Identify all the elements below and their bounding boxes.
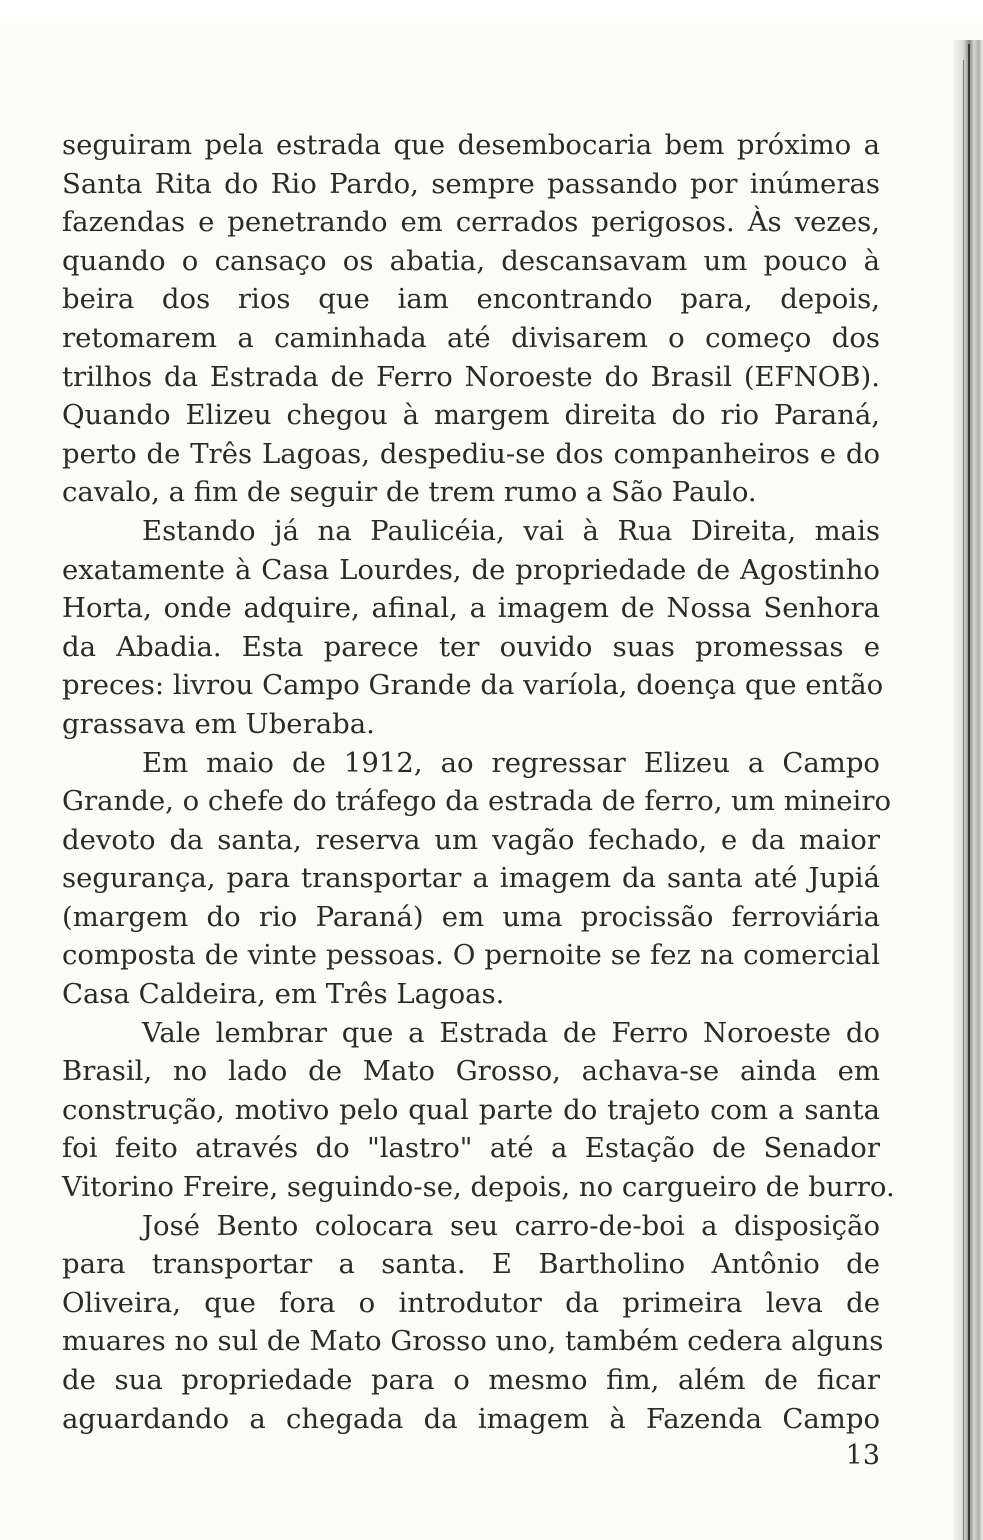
body-text [62, 126, 895, 1438]
text-line: trilhos da Estrada de Ferro Noroeste do Brasil (EFNOB). [62, 360, 880, 393]
text-line: Vale lembrar que a Estrada de Ferro Noroeste do [142, 1016, 880, 1049]
text-line: Em maio de 1912, ao regressar Elizeu a Campo [142, 746, 880, 779]
text-line: Brasil, no lado de Mato Grosso, achava-se ainda em [62, 1055, 880, 1088]
text-line: construção, motivo pelo qual parte do trajeto com a santa [62, 1093, 880, 1126]
text-line: Casa Caldeira, em Três Lagoas. [62, 978, 505, 1011]
text-line: Vitorino Freire, seguindo-se, depois, no cargueiro de burro. [62, 1171, 895, 1204]
text-line: para transportar a santa. E Bartholino Antônio de [62, 1248, 880, 1281]
text-line: aguardando a chegada da imagem à Fazenda Campo [62, 1402, 880, 1435]
text-line: segurança, para transportar a imagem da santa até Jupiá [62, 862, 880, 895]
text-line: da Abadia. Esta parece ter ouvido suas promessas e [62, 630, 880, 663]
text-line: perto de Três Lagoas, despediu-se dos companheiros e do [62, 437, 880, 470]
text-line: retomarem a caminhada até divisarem o começo dos [62, 321, 880, 354]
text-line: Quando Elizeu chegou à margem direita do rio Paraná, [62, 399, 880, 432]
text-line: José Bento colocara seu carro-de-boi a disposição [142, 1209, 880, 1242]
text-line: cavalo, a fim de seguir de trem rumo a São Paulo. [62, 476, 757, 509]
text-line: beira dos rios que iam encontrando para, depois, [62, 283, 880, 316]
text-line: grassava em Uberaba. [62, 707, 375, 740]
text-line: (margem do rio Paraná) em uma procissão ferroviária [62, 900, 880, 933]
text-line: exatamente à Casa Lourdes, de propriedade de Agostinho [62, 553, 880, 586]
text-line: fazendas e penetrando em cerrados perigosos. Às vezes, [62, 206, 880, 239]
text-line: preces: livrou Campo Grande da varíola, doença que então [62, 669, 884, 702]
binding-edge-line [968, 44, 970, 1540]
text-line: Grande, o chefe do tráfego da estrada de ferro, um mineiro [62, 785, 892, 818]
text-line: Estando já na Paulicéia, vai à Rua Direita, mais [142, 514, 880, 547]
text-line: foi feito através do "lastro" até a Estação de Senador [62, 1132, 880, 1165]
text-line: composta de vinte pessoas. O pernoite se fez na comercial [62, 939, 880, 972]
text-line: seguiram pela estrada que desembocaria bem próximo a [62, 129, 880, 161]
text-line: muares no sul de Mato Grosso uno, também cedera alguns [62, 1325, 884, 1358]
text-line: devoto da santa, reserva um vagão fechado, e da maior [62, 823, 880, 856]
text-line: Oliveira, que fora o introdutor da primeira leva de [62, 1286, 880, 1319]
page-top-edge [0, 0, 983, 40]
text-line: de sua propriedade para o mesmo fim, além de ficar [62, 1364, 880, 1396]
binding-edge-line-inner [963, 60, 964, 1540]
page-number: 13 [845, 1440, 880, 1471]
text-line: Horta, onde adquire, afinal, a imagem de Nossa Senhora [62, 592, 880, 625]
text-line: Santa Rita do Rio Pardo, sempre passando por inúmeras [62, 167, 880, 200]
text-line: quando o cansaço os abatia, descansavam um pouco à [62, 244, 880, 277]
